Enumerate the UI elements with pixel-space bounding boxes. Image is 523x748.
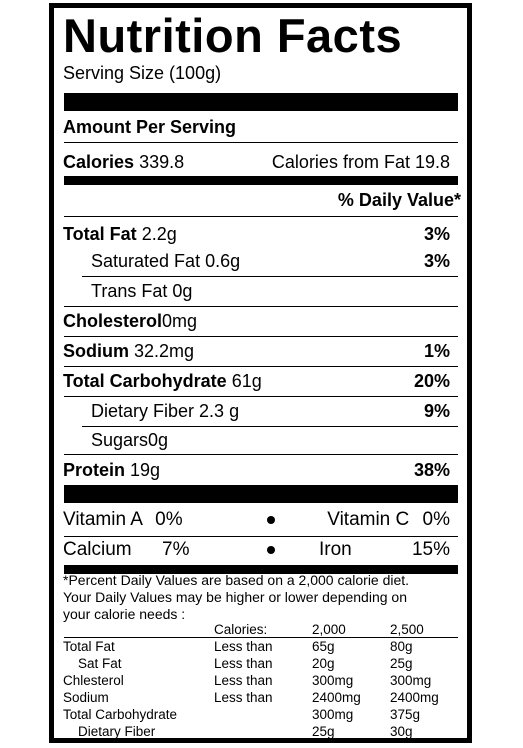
nutrient-amount: 0g	[172, 281, 193, 301]
divider	[64, 637, 458, 638]
table-row-value: 20g	[312, 656, 335, 671]
nutrient-amount: 61g	[231, 371, 262, 391]
divider	[64, 454, 458, 455]
vitamin-label: Vitamin C	[327, 509, 410, 530]
nutrient-label: Trans Fat	[91, 281, 168, 301]
divider	[82, 426, 458, 427]
table-row-value: 300mg	[312, 707, 354, 722]
nutrient-label: Total Fat	[63, 224, 137, 244]
table-row-value: 300mg	[312, 673, 354, 688]
nutrient-row-trans-fat	[91, 281, 192, 302]
medium-divider	[64, 176, 458, 185]
table-row-qualifier: Less than	[214, 690, 273, 705]
calories-from-fat: Calories from Fat 19.8	[271, 152, 450, 172]
bullet-icon	[267, 546, 275, 554]
table-row-value: 30g	[390, 724, 413, 739]
divider	[64, 366, 458, 367]
nutrient-dv: 3%	[423, 251, 450, 271]
nutrient-amount: 0g	[148, 430, 169, 450]
nutrient-row-dietary-fiber	[91, 401, 239, 422]
divider	[64, 216, 458, 217]
nutrient-label: Saturated Fat	[91, 251, 201, 271]
vitamin-value: 0%	[155, 509, 183, 530]
nutrient-label: Cholesterol	[63, 311, 163, 331]
footnote-line: Your Daily Values may be higher or lower depending on	[63, 589, 407, 605]
vitamin-a	[63, 509, 183, 531]
table-row-value: 2400mg	[312, 690, 361, 705]
calories-value: 339.8	[139, 152, 185, 172]
table-row-label: Total Fat	[63, 639, 115, 654]
table-row-label: Sat Fat	[78, 656, 122, 671]
table-row-value: 25g	[312, 724, 335, 739]
divider	[82, 276, 458, 277]
nutrient-dv: 20%	[413, 371, 450, 391]
nutrient-row-sugars	[91, 430, 168, 451]
divider	[64, 536, 458, 537]
nutrient-label: Dietary Fiber	[91, 401, 195, 421]
table-row-qualifier: Less than	[214, 639, 273, 654]
nutrient-row-total-carbohydrate	[63, 371, 262, 392]
vitamin-c	[327, 509, 450, 531]
table-row-label: Total Carbohydrate	[63, 707, 178, 722]
table-row-value: 80g	[390, 639, 413, 654]
vitamin-calcium-value: 7%	[162, 539, 190, 560]
nutrient-dv: 1%	[423, 341, 450, 361]
vitamin-calcium-label: Calcium	[63, 539, 132, 560]
amount-per-serving: Amount Per Serving	[63, 117, 237, 137]
vitamin-label: Vitamin A	[63, 509, 142, 530]
table-header-2500: 2,500	[390, 622, 424, 637]
thick-divider	[64, 93, 458, 111]
divider	[64, 306, 458, 307]
nutrient-label: Sugars	[91, 430, 149, 450]
nutrient-amount: 2.3 g	[199, 401, 240, 421]
thick-divider	[64, 485, 458, 503]
table-row-qualifier: Less than	[214, 673, 273, 688]
vitamin-iron-value: 15%	[411, 539, 450, 560]
label-title: Nutrition Facts	[63, 9, 403, 62]
divider	[64, 142, 458, 143]
table-row-value: 65g	[312, 639, 335, 654]
table-row-value: 2400mg	[390, 690, 439, 705]
nutrient-amount: 0.6g	[205, 251, 241, 271]
bullet-icon	[267, 516, 275, 524]
divider	[64, 396, 458, 397]
nutrient-amount: 32.2mg	[134, 341, 195, 361]
table-row-value: 25g	[390, 656, 413, 671]
table-row-label: Sodium	[63, 690, 109, 705]
nutrient-row-protein	[63, 460, 160, 481]
nutrient-label: Total Carbohydrate	[63, 371, 227, 391]
table-header-2000: 2,000	[312, 622, 346, 637]
nutrient-label: Sodium	[63, 341, 129, 361]
calories-label: Calories	[63, 152, 135, 172]
nutrient-row-saturated-fat	[91, 251, 240, 272]
nutrient-amount: 0mg	[162, 311, 198, 331]
footnote-line: *Percent Daily Values are based on a 2,000 calorie diet.	[63, 572, 410, 588]
vitamin-iron-label: Iron	[319, 539, 352, 560]
footnote-line: your calorie needs :	[63, 606, 186, 622]
table-row-value: 300mg	[390, 673, 432, 688]
nutrient-amount: 19g	[130, 460, 161, 480]
daily-value-header: % Daily Value*	[337, 190, 461, 210]
nutrient-amount: 2.2g	[141, 224, 177, 244]
nutrient-row-cholesterol	[63, 311, 197, 332]
footnote	[63, 572, 409, 623]
divider	[64, 336, 458, 337]
table-row-qualifier: Less than	[214, 656, 273, 671]
nutrition-label	[49, 3, 472, 743]
table-row-value: 375g	[390, 707, 421, 722]
nutrient-dv: 9%	[423, 401, 450, 421]
serving-size: Serving Size (100g)	[63, 63, 222, 83]
nutrient-dv: 3%	[423, 224, 450, 244]
vitamin-value: 0%	[422, 509, 450, 530]
nutrient-dv: 38%	[413, 460, 450, 480]
nutrient-label: Protein	[63, 460, 126, 480]
table-row-label: Dietary Fiber	[78, 724, 156, 739]
nutrient-row-sodium	[63, 341, 194, 362]
nutrient-row-total-fat	[63, 224, 177, 245]
calories-row	[63, 152, 184, 173]
table-header-calories: Calories:	[214, 622, 268, 637]
table-row-label: Chlesterol	[63, 673, 124, 688]
